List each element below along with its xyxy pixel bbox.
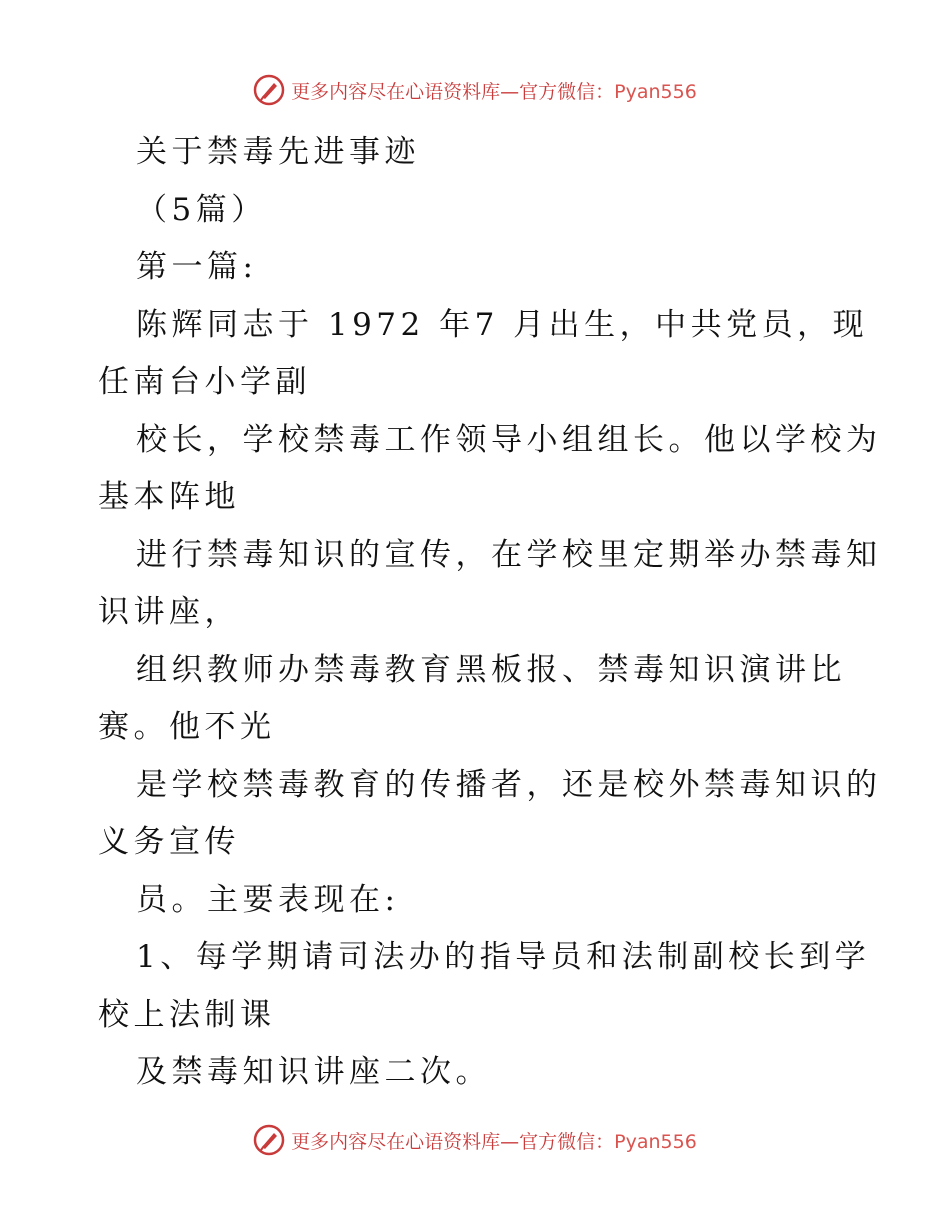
text-line: 是学校禁毒教育的传播者，还是校外禁毒知识的: [136, 766, 882, 803]
text-line: 员。主要表现在:: [136, 881, 400, 918]
text-line: 组织教师办禁毒教育黑板报、禁毒知识演讲比: [136, 651, 846, 688]
document-body: [98, 124, 882, 1102]
text-line: 基本阵地: [98, 479, 240, 515]
text-line: 赛。他不光: [98, 709, 276, 745]
banner-text: 更多内容尽在心语资料库—官方微信：Pyan556: [291, 1130, 697, 1153]
quill-pen-logo-icon: [253, 1124, 285, 1156]
text-line: 及禁毒知识讲座二次。: [136, 1054, 491, 1090]
banner-handle: Pyan556: [614, 1130, 697, 1153]
text-line: 任南台小学副: [98, 364, 311, 400]
text-line: 校上法制课: [98, 996, 276, 1033]
header-banner: [0, 70, 950, 110]
footer-banner: [0, 1120, 950, 1160]
quill-pen-logo-icon: [253, 74, 285, 106]
text-line: 进行禁毒知识的宣传，在学校里定期举办禁毒知: [136, 536, 882, 573]
text-line: 陈辉同志于 1972 年7 月出生，中共党员，现: [136, 306, 869, 343]
text-line: 关于禁毒先进事迹: [136, 134, 420, 170]
banner-text: 更多内容尽在心语资料库—官方微信：Pyan556: [291, 80, 697, 103]
text-line: 校长，学校禁毒工作领导小组组长。他以学校为: [136, 421, 882, 458]
banner-handle: Pyan556: [614, 80, 697, 103]
text-line: （5篇）: [136, 191, 267, 228]
text-line: 识讲座，: [98, 594, 240, 630]
text-line: 1、每学期请司法办的指导员和法制副校长到学: [136, 939, 871, 975]
text-line: 义务宣传: [98, 824, 240, 860]
text-line: 第一篇:: [136, 249, 258, 285]
